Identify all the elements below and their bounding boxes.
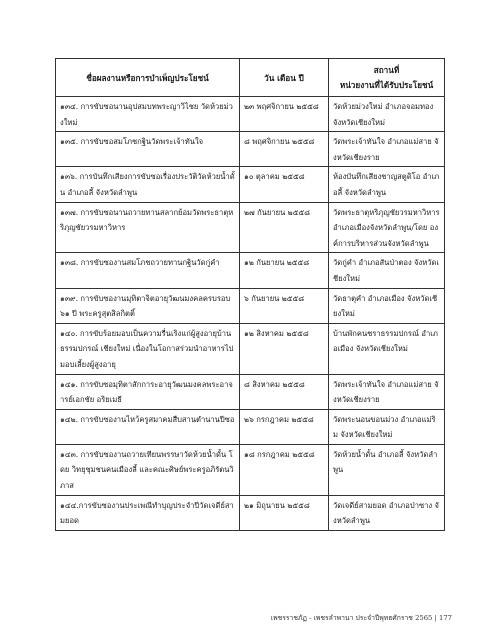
cell-date: ๑๐ ตุลาคม ๒๕๕๘ — [240, 167, 329, 202]
table-row — [56, 132, 445, 167]
cell-place: วัดกู่คำ อำเภอสันป่าตอง จังหวัดเชียงใหม่ — [329, 253, 445, 288]
footer-title: เพชรราชภัฏ - เพชรลำพานา ประจำปีพุทธศักราช 2565 — [270, 614, 433, 622]
cell-date: ๖ กันยายน ๒๕๕๘ — [240, 288, 329, 323]
cell-place: วัดพระเจ้าทันใจ อำเภอแม่สาย จังหวัดเชียงราย — [329, 132, 445, 167]
table-row — [56, 374, 445, 409]
table-row — [56, 444, 445, 495]
cell-place: วัดเจดีย์สามยอด อำเภอป่าซาง จังหวัดลำพูน — [329, 495, 445, 530]
table-row — [56, 495, 445, 530]
table-header-row — [56, 59, 445, 97]
cell-place: วัดพระนอนขอนม่วง อำเภอแม่ริม จังหวัดเชียงใหม่ — [329, 409, 445, 444]
cell-project: ๑๓๖. การบันทึกเสียงการขับซอเรื่องประวัติวัดห้วยน้ำดั้น อำเภอลี้ จังหวัดลำพูน — [56, 167, 240, 202]
header-date: วัน เดือน ปี — [240, 59, 329, 97]
header-project: ชื่อผลงานหรือการบำเพ็ญประโยชน์ — [56, 59, 240, 97]
page-number: 177 — [439, 614, 452, 622]
cell-date: ๑๒ สิงหาคม ๒๕๕๘ — [240, 323, 329, 374]
cell-date: ๒๖ กรกฎาคม ๒๕๕๘ — [240, 409, 329, 444]
table-row — [56, 288, 445, 323]
table-body — [56, 97, 445, 531]
cell-date: ๘ พฤศจิกายน ๒๕๕๘ — [240, 132, 329, 167]
page-footer — [271, 612, 452, 623]
cell-date: ๑๘ กรกฎาคม ๒๕๕๘ — [240, 444, 329, 495]
cell-place: วัดพระเจ้าทันใจ อำเภอแม่สาย จังหวัดเชียงราย — [329, 374, 445, 409]
footer-separator: | — [434, 614, 437, 622]
table-row — [56, 409, 445, 444]
header-place — [329, 59, 445, 97]
cell-date: ๒๓ พฤศจิกายน ๒๕๕๘ — [240, 97, 329, 132]
cell-date: ๒๗ กันยายน ๒๕๕๘ — [240, 202, 329, 253]
cell-project: ๑๔๔.การขับซองานประเพณีทำบุญประจำปีวัดเจดีย์สามยอด — [56, 495, 240, 530]
header-place-line1: สถานที่ — [373, 65, 400, 75]
cell-date: ๒๑ มิถุนายน ๒๕๕๘ — [240, 495, 329, 530]
table-row — [56, 253, 445, 288]
cell-project: ๑๓๗. การขับซอนานถวายทานสลากย้อมวัดพระธาตุหริภุญชัยวรมหาวิหาร — [56, 202, 240, 253]
cell-project: ๑๔๐. การขับร้อยมอบเป็นความรื่นเริงแก่ผู้สูงอายุบ้านธรรมปกรณ์ เชียงใหม่ เนื่องในโอกาสร่วมนำอาหารไปมอบเลี้ยงผู้สูงอายุ — [56, 323, 240, 374]
cell-place: วัดพระธาตุหริภุญชัยวรมหาวิหาร อำเภอเมืองจังหวัดลำพูน/โดย องค์การบริหารส่วนจังหวัดลำพูน — [329, 202, 445, 253]
cell-project: ๑๔๒. การขับซองานไหว้ครูสมาคมสืบสานตำนานปีซอ — [56, 409, 240, 444]
cell-project: ๑๓๕. การขับซอสมโภชกฐินวัดพระเจ้าทันใจ — [56, 132, 240, 167]
cell-project: ๑๓๔. การขับซอนานอุปสมบทพระญาวิไชย วัดห้วยม่วงใหม่ — [56, 97, 240, 132]
cell-project: ๑๔๓. การขับซองานถวายเทียนพรรษาวัดห้วยน้ำดั้น โดย วิทยุชุมชนคนเมืองลี้ และคณะศิษย์พระครูอภิรัตนวิภาส — [56, 444, 240, 495]
cell-date: ๘ สิงหาคม ๒๕๕๘ — [240, 374, 329, 409]
table-row — [56, 97, 445, 132]
works-table — [55, 58, 445, 531]
table-row — [56, 202, 445, 253]
cell-place: วัดห้วยม่วงใหม่ อำเภอจอมทอง จังหวัดเชียงใหม่ — [329, 97, 445, 132]
cell-project: ๑๓๙. การขับซองานมุทิตาจิตอายุวัฒนมงคลครบรอบ ๖๑ ปี พระครูสุตสิลกิตติ์ — [56, 288, 240, 323]
table-row — [56, 167, 445, 202]
cell-place: ห้องบันทึกเสียงชาญสตูดิโอ อำเภอลี้ จังหวัดลำพูน — [329, 167, 445, 202]
cell-project: ๑๓๘. การขับซองานสมโภชถวายทานกฐินวัดกู่คำ — [56, 253, 240, 288]
cell-place: วัดธาตุคำ อำเภอเมือง จังหวัดเชียงใหม่ — [329, 288, 445, 323]
cell-place: บ้านพักคนชราธรรมปกรณ์ อำเภอเมือง จังหวัดเชียงใหม่ — [329, 323, 445, 374]
table-row — [56, 323, 445, 374]
cell-place: วัดห้วยน้ำดั้น อำเภอลี้ จังหวัดลำพูน — [329, 444, 445, 495]
cell-date: ๑๒ กันยายน ๒๕๕๘ — [240, 253, 329, 288]
cell-project: ๑๔๑. การขับซอมุทิตาสักการะอายุวัฒนมงคลพระอาจารย์เอกชัย อริยเมธี — [56, 374, 240, 409]
header-place-line2: หน่วยงานที่ได้รับประโยชน์ — [339, 80, 434, 90]
